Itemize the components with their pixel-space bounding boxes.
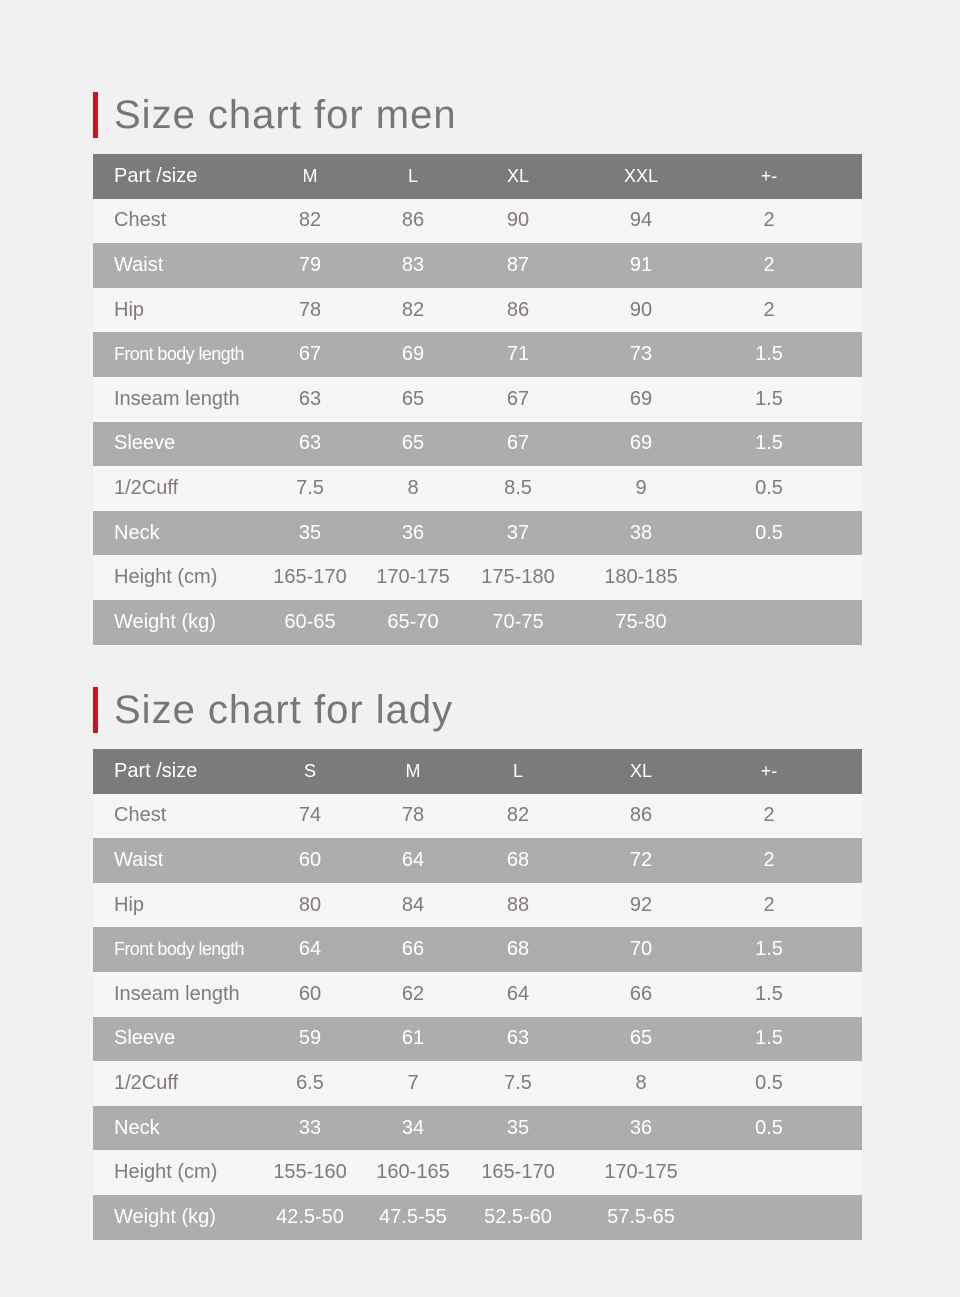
size-value: 82 xyxy=(401,298,425,321)
size-value: 90 xyxy=(629,298,653,321)
size-value: 0.5 xyxy=(755,521,783,544)
size-value: 34 xyxy=(401,1116,425,1139)
size-value: 180-185 xyxy=(604,566,678,589)
row-label: Chest xyxy=(114,209,167,232)
row-label: Chest xyxy=(114,804,167,827)
size-value: 63 xyxy=(506,1027,530,1050)
size-value xyxy=(724,600,814,645)
size-value: 78 xyxy=(298,298,322,321)
size-value: 52.5-60 xyxy=(484,1205,552,1228)
size-value: 67 xyxy=(298,343,322,366)
size-value: 65 xyxy=(629,1027,653,1050)
table-row xyxy=(93,838,862,883)
header-label: Part /size xyxy=(114,164,198,187)
size-value: 42.5-50 xyxy=(276,1205,344,1228)
table-header-row xyxy=(93,154,862,199)
size-value: 65 xyxy=(401,432,425,455)
size-value: 35 xyxy=(298,521,322,544)
title-accent-bar xyxy=(93,92,98,138)
size-value: 1.5 xyxy=(755,432,783,455)
row-label: Hip xyxy=(114,298,145,321)
lady-chart-title-text: Size chart for lady xyxy=(114,688,454,732)
size-value: 36 xyxy=(629,1116,653,1139)
row-label: Neck xyxy=(114,1116,160,1139)
table-row xyxy=(93,794,862,839)
table-row xyxy=(93,600,862,645)
row-label: Weight (kg) xyxy=(114,610,216,633)
size-value: 72 xyxy=(629,848,653,871)
table-row xyxy=(93,555,862,600)
table-row xyxy=(93,972,862,1017)
size-value: 64 xyxy=(298,938,322,961)
size-value: 60-65 xyxy=(284,610,336,633)
size-value: 8.5 xyxy=(504,476,532,499)
size-value: 175-180 xyxy=(481,566,555,589)
size-value: 2 xyxy=(763,804,775,827)
size-value: 90 xyxy=(506,209,530,232)
size-value: 7.5 xyxy=(296,476,324,499)
size-value: 59 xyxy=(298,1027,322,1050)
size-value: 84 xyxy=(401,893,425,916)
row-label: Sleeve xyxy=(114,432,176,455)
size-value: 66 xyxy=(401,938,425,961)
size-value: 165-170 xyxy=(273,566,347,589)
men-size-table xyxy=(93,154,862,645)
size-value: 94 xyxy=(629,209,653,232)
size-value: 75-80 xyxy=(615,610,667,633)
size-value: 1.5 xyxy=(755,938,783,961)
size-value: 61 xyxy=(401,1027,425,1050)
size-value: 1.5 xyxy=(755,343,783,366)
size-value: 67 xyxy=(506,432,530,455)
size-value: 86 xyxy=(629,804,653,827)
header-size: S xyxy=(303,760,316,781)
header-size: XL xyxy=(506,165,530,186)
table-row xyxy=(93,199,862,244)
header-size: L xyxy=(407,165,418,186)
size-value: 88 xyxy=(506,893,530,916)
size-value: 7 xyxy=(407,1071,419,1094)
header-size: +- xyxy=(760,165,778,186)
header-label: Part /size xyxy=(114,759,198,782)
size-value: 63 xyxy=(298,387,322,410)
size-value: 82 xyxy=(298,209,322,232)
header-size: XL xyxy=(629,760,653,781)
size-value: 47.5-55 xyxy=(379,1205,447,1228)
size-value: 35 xyxy=(506,1116,530,1139)
row-label: Height (cm) xyxy=(114,1161,218,1184)
size-value: 67 xyxy=(506,387,530,410)
size-value: 79 xyxy=(298,253,322,276)
size-value: 64 xyxy=(506,982,530,1005)
row-label: Front body length xyxy=(114,939,244,960)
row-label: Inseam length xyxy=(114,982,240,1005)
row-label: Height (cm) xyxy=(114,566,218,589)
size-value: 2 xyxy=(763,893,775,916)
row-label: Waist xyxy=(114,253,164,276)
size-value: 33 xyxy=(298,1116,322,1139)
header-size: M xyxy=(405,760,421,781)
size-value: 1.5 xyxy=(755,387,783,410)
size-value: 2 xyxy=(763,209,775,232)
size-value: 86 xyxy=(401,209,425,232)
table-row xyxy=(93,243,862,288)
size-value: 2 xyxy=(763,848,775,871)
men-section xyxy=(93,92,862,138)
men-chart-title-text: Size chart for men xyxy=(114,93,457,137)
header-size: M xyxy=(302,165,318,186)
table-row xyxy=(93,883,862,928)
size-value: 1.5 xyxy=(755,1027,783,1050)
size-value: 73 xyxy=(629,343,653,366)
size-value: 0.5 xyxy=(755,1116,783,1139)
row-label: Hip xyxy=(114,893,145,916)
table-row xyxy=(93,927,862,972)
size-value: 8 xyxy=(407,476,419,499)
table-header-row xyxy=(93,749,862,794)
size-value: 92 xyxy=(629,893,653,916)
size-value: 60 xyxy=(298,848,322,871)
row-label: Weight (kg) xyxy=(114,1205,216,1228)
size-value: 65-70 xyxy=(387,610,439,633)
men-chart-title xyxy=(93,92,862,138)
size-value: 2 xyxy=(763,253,775,276)
size-value: 87 xyxy=(506,253,530,276)
table-row xyxy=(93,511,862,556)
size-value: 57.5-65 xyxy=(607,1205,675,1228)
size-value: 160-165 xyxy=(376,1161,450,1184)
lady-size-table xyxy=(93,749,862,1240)
size-value: 8 xyxy=(635,1071,647,1094)
size-value: 82 xyxy=(506,804,530,827)
table-row xyxy=(93,1061,862,1106)
header-size: L xyxy=(512,760,523,781)
size-value: 37 xyxy=(506,521,530,544)
size-value: 63 xyxy=(298,432,322,455)
size-value: 83 xyxy=(401,253,425,276)
size-value: 80 xyxy=(298,893,322,916)
size-value: 155-160 xyxy=(273,1161,347,1184)
size-value: 0.5 xyxy=(755,1071,783,1094)
size-value: 71 xyxy=(506,343,530,366)
size-value: 165-170 xyxy=(481,1161,555,1184)
size-value: 86 xyxy=(506,298,530,321)
size-value: 62 xyxy=(401,982,425,1005)
lady-chart-title xyxy=(93,687,862,733)
size-value: 170-175 xyxy=(376,566,450,589)
table-row xyxy=(93,332,862,377)
size-value: 69 xyxy=(629,432,653,455)
size-value: 7.5 xyxy=(504,1071,532,1094)
row-label: Sleeve xyxy=(114,1027,176,1050)
size-value: 65 xyxy=(401,387,425,410)
size-value: 36 xyxy=(401,521,425,544)
size-value: 69 xyxy=(629,387,653,410)
size-value: 68 xyxy=(506,938,530,961)
size-value xyxy=(724,555,814,600)
size-value: 68 xyxy=(506,848,530,871)
size-value: 66 xyxy=(629,982,653,1005)
size-value: 74 xyxy=(298,804,322,827)
lady-section xyxy=(93,687,862,733)
row-label: Waist xyxy=(114,848,164,871)
size-value: 6.5 xyxy=(296,1071,324,1094)
row-label: Neck xyxy=(114,521,160,544)
size-value: 170-175 xyxy=(604,1161,678,1184)
table-row xyxy=(93,377,862,422)
header-size: XXL xyxy=(623,165,659,186)
size-value: 64 xyxy=(401,848,425,871)
size-value: 0.5 xyxy=(755,476,783,499)
size-value xyxy=(724,1195,814,1240)
size-value: 70-75 xyxy=(492,610,544,633)
size-value: 9 xyxy=(635,476,647,499)
table-row xyxy=(93,1150,862,1195)
size-value: 2 xyxy=(763,298,775,321)
size-value: 60 xyxy=(298,982,322,1005)
header-size: +- xyxy=(760,760,778,781)
table-row xyxy=(93,466,862,511)
title-accent-bar xyxy=(93,687,98,733)
table-row xyxy=(93,1017,862,1062)
table-row xyxy=(93,1106,862,1151)
size-value: 70 xyxy=(629,938,653,961)
row-label: Front body length xyxy=(114,344,244,365)
size-value xyxy=(724,1150,814,1195)
row-label: 1/2Cuff xyxy=(114,476,179,499)
row-label: 1/2Cuff xyxy=(114,1071,179,1094)
size-value: 91 xyxy=(629,253,653,276)
size-value: 38 xyxy=(629,521,653,544)
row-label: Inseam length xyxy=(114,387,240,410)
size-value: 1.5 xyxy=(755,982,783,1005)
size-value: 69 xyxy=(401,343,425,366)
table-row xyxy=(93,288,862,333)
table-row xyxy=(93,1195,862,1240)
table-row xyxy=(93,422,862,467)
size-value: 78 xyxy=(401,804,425,827)
